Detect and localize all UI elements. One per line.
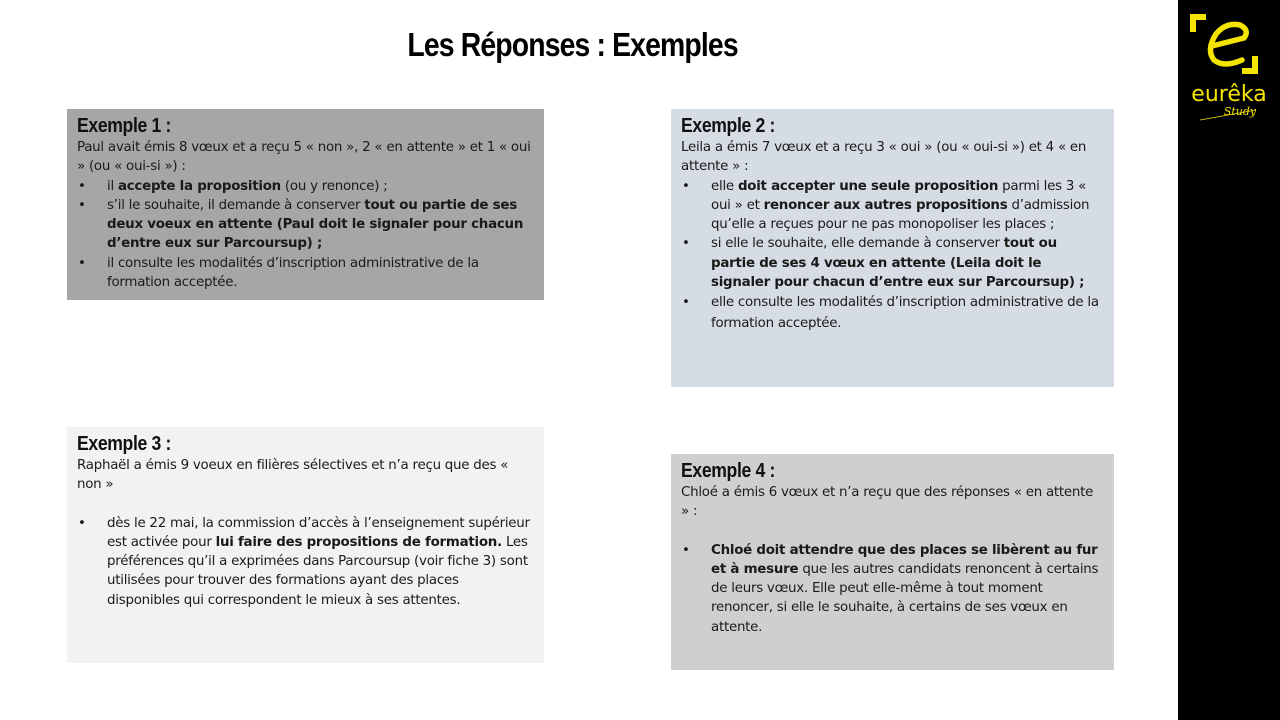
bullet-item: • si elle le souhaite, elle demande à conserver tout ou partie de ses 4 vœux en attente (Leila doit le signaler pour chacun d’entre eux sur Parcoursup) ;: [681, 234, 1104, 292]
slide-title: Les Réponses : Exemples: [407, 26, 738, 63]
example-card-2: [671, 109, 1114, 387]
example-bullets: [681, 177, 1104, 335]
example-intro: Leila a émis 7 vœux et a reçu 3 « oui » (ou « oui-si ») et 4 « en attente » :: [681, 140, 1087, 175]
bullet-item: • elle consulte les modalités d’inscription administrative de la formation acceptée.: [681, 292, 1104, 334]
example-intro: Chloé a émis 6 vœux et n’a reçu que des réponses « en attente » :: [681, 485, 1094, 520]
example-bullets: [77, 177, 534, 293]
example-card-4: [671, 454, 1114, 670]
example-bullets: [77, 514, 534, 610]
example-intro: Raphaël a émis 9 voeux en filières sélectives et n’a reçu que des « non »: [77, 458, 509, 493]
example-heading: Exemple 3 :: [77, 433, 171, 455]
example-card-1: [67, 109, 544, 300]
bullet-item: • il accepte la proposition (ou y renonce) ;: [77, 177, 534, 196]
logo-tagline: Study: [1223, 105, 1257, 118]
bullet-item: • Chloé doit attendre que des places se libèrent au fur et à mesure que les autres candidats renoncent à certains de leurs vœux. Elle peut elle-même à tout moment renoncer, si elle le souhaite, à certains de ses vœux en attente.: [681, 541, 1104, 637]
bullet-item: • dès le 22 mai, la commission d’accès à l’enseignement supérieur est activée pour lui faire des propositions de formation. Les préférences qu’il a exprimées dans Parcoursup (voir fiche 3) sont utilisées pour trouver des formations ayant des places disponibles qui correspondent le mieux à ses attentes.: [77, 514, 534, 610]
eureka-study-logo: [1178, 0, 1280, 130]
example-intro: Paul avait émis 8 vœux et a reçu 5 « non », 2 « en attente » et 1 « oui » (ou « oui-si ») :: [77, 140, 531, 175]
example-heading: Exemple 1 :: [77, 115, 171, 137]
logo-brand-name: eurêka: [1191, 82, 1267, 107]
example-card-3: [67, 427, 544, 663]
brand-sidebar: [1178, 0, 1280, 720]
example-bullets: [681, 541, 1104, 637]
bullet-item: • s’il le souhaite, il demande à conserver tout ou partie de ses deux voeux en attente (Paul doit le signaler pour chacun d’entre eux sur Parcoursup) ;: [77, 196, 534, 254]
bullet-item: • elle doit accepter une seule proposition parmi les 3 « oui » et renoncer aux autres propositions d’admission qu’elle a reçues pour ne pas monopoliser les places ;: [681, 177, 1104, 235]
bullet-item: • il consulte les modalités d’inscription administrative de la formation acceptée.: [77, 254, 534, 293]
example-heading: Exemple 2 :: [681, 115, 775, 137]
logo-e-letter: [1210, 24, 1246, 64]
example-heading: Exemple 4 :: [681, 460, 775, 482]
